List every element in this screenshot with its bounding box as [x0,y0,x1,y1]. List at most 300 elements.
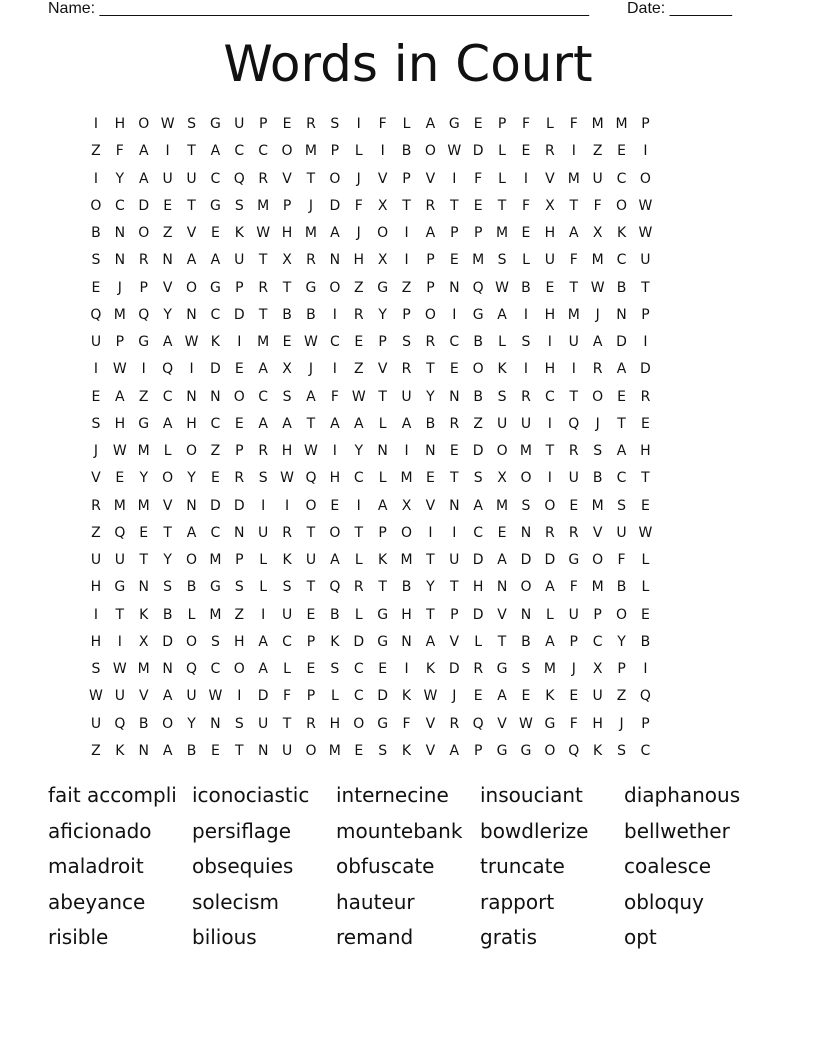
grid-letter: H [90,633,102,650]
grid-letter: Y [163,552,172,568]
grid-letter: L [354,606,363,623]
grid-letter: Q [114,715,126,732]
grid-letter: X [377,252,388,269]
grid-letter: S [330,116,340,132]
grid-letter: T [450,197,459,214]
grid-letter: I [261,497,266,514]
grid-row [84,143,734,170]
grid-letter: T [115,606,125,623]
grid-letter: P [426,252,435,269]
grid-letter: W [519,715,533,732]
grid-letter: F [617,552,626,568]
grid-letter: O [520,579,532,596]
grid-letter: B [162,606,173,623]
grid-letter: W [89,688,103,705]
grid-letter: I [332,443,337,459]
grid-letter: I [332,306,337,323]
grid-letter: O [185,279,198,296]
grid-letter: P [497,116,507,132]
word-bank-item: bilious [192,925,257,950]
grid-letter: R [91,497,101,514]
grid-letter: M [113,497,126,514]
grid-letter: T [569,279,579,296]
grid-letter: M [113,306,126,323]
grid-row [84,470,734,497]
grid-letter: G [209,197,221,214]
grid-letter: E [641,606,650,623]
grid-letter: A [138,143,149,160]
grid-letter: U [592,170,603,187]
grid-letter: I [404,661,409,677]
grid-letter: S [402,334,411,350]
grid-letter: H [640,443,651,459]
grid-letter: S [210,633,220,650]
grid-letter: X [592,661,603,677]
grid-letter: U [258,524,269,541]
grid-letter: P [306,688,316,705]
grid-letter: X [282,252,292,269]
grid-letter: D [520,552,532,568]
grid-letter: T [235,742,244,759]
grid-letter: G [377,606,389,623]
grid-letter: N [425,443,436,459]
grid-letter: Z [353,279,364,296]
grid-letter: F [569,116,578,132]
grid-letter: O [544,497,556,514]
grid-letter: U [90,334,102,350]
grid-letter: B [473,388,483,405]
grid-letter: R [138,252,149,269]
grid-letter: C [473,524,484,541]
grid-letter: S [234,197,244,214]
grid-letter: J [571,661,576,677]
word-bank-item: obloquy [624,889,704,914]
grid-letter: R [234,470,245,487]
grid-letter: F [474,170,483,187]
grid-letter: G [209,579,221,596]
grid-letter: O [616,606,628,623]
grid-letter: I [452,170,457,187]
grid-letter: F [330,388,339,405]
date-field-label: Date: _______ [627,0,732,17]
grid-letter: N [186,388,197,405]
word-bank-item: remand [336,925,414,950]
grid-letter: O [353,715,365,732]
grid-letter: C [282,633,292,650]
grid-letter: I [571,361,576,378]
word-bank-item: coalesce [624,854,712,879]
grid-letter: B [186,742,197,759]
grid-letter: F [354,197,363,214]
grid-letter: B [282,306,292,323]
grid-letter: O [162,715,174,732]
grid-letter: A [186,252,197,269]
grid-letter: H [544,306,556,323]
grid-letter: O [329,279,341,296]
grid-letter: I [428,524,433,541]
grid-letter: C [258,143,269,160]
grid-letter: G [114,579,126,596]
grid-letter: F [593,197,602,214]
grid-letter: T [306,170,316,187]
grid-letter: I [165,143,170,160]
grid-letter: A [616,361,627,378]
grid-letter: E [617,143,626,160]
word-bank-item: obfuscate [336,854,435,879]
grid-letter: V [282,170,292,187]
grid-row [84,198,734,225]
grid-letter: V [138,688,149,705]
word-bank-item: bellwether [624,818,730,843]
grid-letter: P [593,606,602,623]
grid-letter: Y [139,470,148,487]
grid-letter: F [521,116,530,132]
grid-letter: A [330,415,340,432]
grid-letter: E [139,524,149,541]
grid-letter: U [568,606,579,623]
grid-letter: I [261,606,266,623]
grid-letter: U [114,552,125,568]
grid-letter: M [615,116,628,132]
grid-letter: C [329,334,340,350]
grid-letter: M [496,225,509,241]
grid-letter: L [498,143,506,160]
grid-letter: S [234,715,244,732]
grid-letter: E [521,225,531,241]
grid-row [84,443,734,470]
grid-letter: I [285,497,290,514]
grid-letter: L [498,170,506,187]
grid-letter: W [112,443,127,459]
grid-letter: K [545,688,555,705]
grid-letter: A [353,415,364,432]
grid-letter: E [617,388,626,405]
grid-letter: W [304,334,318,350]
grid-letter: F [569,579,578,596]
grid-letter: M [591,497,604,514]
grid-letter: E [449,361,459,378]
grid-letter: U [186,170,197,187]
grid-letter: Q [305,470,317,487]
grid-letter: D [210,497,221,514]
grid-letter: A [592,334,603,350]
grid-row [84,116,734,143]
grid-letter: N [234,524,245,541]
grid-letter: X [401,497,412,514]
grid-letter: T [641,279,650,296]
grid-letter: H [281,443,293,459]
grid-letter: W [495,279,509,296]
grid-letter: Z [401,279,412,296]
grid-row [84,634,734,661]
grid-letter: E [210,470,220,487]
grid-letter: Q [162,361,174,378]
grid-letter: C [616,470,627,487]
word-bank-item: opt [624,925,657,950]
grid-letter: O [544,742,556,759]
grid-letter: Q [90,306,102,323]
grid-letter: T [354,524,364,541]
grid-letter: Y [378,306,387,323]
word-bank-item: persiflage [192,818,292,843]
grid-letter: X [138,633,149,650]
grid-letter: G [544,715,556,732]
grid-letter: B [473,334,483,350]
grid-letter: H [544,225,556,241]
grid-letter: M [137,497,150,514]
grid-letter: I [404,252,409,269]
grid-letter: O [472,361,484,378]
grid-letter: D [472,606,484,623]
grid-letter: F [115,143,124,160]
grid-letter: O [138,116,150,132]
grid-row [84,171,734,198]
grid-letter: M [328,742,341,759]
grid-letter: G [377,715,389,732]
grid-letter: L [545,606,554,623]
grid-letter: G [138,334,150,350]
grid-letter: T [426,606,435,623]
grid-letter: N [162,661,173,677]
grid-letter: I [237,334,242,350]
grid-letter: V [377,361,388,378]
grid-letter: M [209,606,222,623]
grid-letter: U [640,252,651,269]
grid-letter: U [544,252,555,269]
worksheet-header [0,0,816,20]
grid-letter: Q [114,524,126,541]
grid-letter: C [616,252,627,269]
grid-letter: T [378,388,387,405]
grid-letter: U [496,415,508,432]
grid-letter: I [356,116,361,132]
word-bank-item: truncate [480,854,565,879]
grid-letter: U [616,524,627,541]
grid-letter: P [641,306,650,323]
grid-letter: C [258,388,269,405]
word-bank-item: gratis [480,925,537,950]
grid-letter: B [640,633,651,650]
grid-letter: V [377,170,388,187]
grid-letter: R [545,143,555,160]
grid-letter: A [162,742,173,759]
word-bank-item: risible [48,925,109,950]
word-bank-item: iconociastic [192,783,310,807]
grid-letter: B [91,225,101,241]
grid-letter: C [210,306,221,323]
grid-letter: X [497,470,507,487]
grid-letter: A [545,633,555,650]
grid-letter: I [547,334,552,350]
grid-letter: R [473,661,484,677]
grid-letter: U [401,388,412,405]
grid-letter: C [210,524,221,541]
grid-letter: R [282,524,292,541]
grid-row [84,225,734,252]
grid-letter: G [209,116,221,132]
grid-letter: L [641,552,650,568]
grid-letter: S [521,661,531,677]
grid-letter: O [90,197,102,214]
grid-letter: Z [616,688,627,705]
grid-letter: B [616,279,627,296]
grid-letter: T [306,524,316,541]
grid-letter: D [472,143,484,160]
grid-letter: O [281,143,293,160]
grid-letter: P [641,715,650,732]
grid-letter: K [616,225,627,241]
grid-letter: A [258,415,268,432]
grid-letter: A [258,661,268,677]
grid-letter: R [353,579,364,596]
grid-letter: N [449,388,460,405]
grid-letter: T [545,443,555,459]
grid-letter: I [237,688,242,705]
grid-letter: B [186,579,197,596]
grid-letter: A [616,443,627,459]
word-bank-item: rapport [480,889,555,914]
grid-letter: M [137,443,150,459]
letter-grid [84,116,734,770]
grid-letter: B [401,579,412,596]
grid-letter: A [401,415,412,432]
grid-letter: W [256,225,271,241]
grid-letter: T [569,388,579,405]
grid-letter: U [234,252,245,269]
grid-letter: L [402,116,411,132]
grid-letter: S [378,742,388,759]
grid-letter: O [424,306,436,323]
grid-letter: M [257,334,270,350]
grid-letter: P [139,279,148,296]
grid-letter: Z [592,143,603,160]
grid-letter: Q [568,742,580,759]
grid-letter: N [186,306,197,323]
grid-letter: L [498,334,506,350]
grid-letter: I [93,170,99,187]
grid-letter: U [281,606,293,623]
grid-letter: D [353,633,365,650]
grid-letter: E [641,497,650,514]
grid-letter: E [449,443,459,459]
grid-letter: P [235,443,244,459]
grid-letter: M [257,197,270,214]
grid-letter: A [473,497,483,514]
grid-letter: L [259,552,268,568]
grid-letter: B [306,306,316,323]
grid-letter: U [114,688,125,705]
grid-letter: L [330,688,339,705]
grid-letter: A [162,688,173,705]
grid-letter: S [497,252,507,269]
grid-letter: T [282,279,292,296]
grid-letter: I [356,497,361,514]
grid-letter: R [425,197,436,214]
grid-letter: M [304,143,317,160]
grid-letter: J [619,715,624,732]
grid-letter: I [452,524,457,541]
grid-letter: E [354,742,364,759]
grid-letter: S [617,497,626,514]
grid-letter: F [569,715,578,732]
grid-letter: G [520,742,532,759]
grid-letter: J [356,170,361,187]
grid-letter: K [139,606,149,623]
grid-letter: K [497,361,507,378]
grid-letter: H [329,715,341,732]
grid-letter: T [426,552,435,568]
grid-letter: Z [91,524,101,541]
grid-letter: I [523,306,529,323]
grid-letter: T [497,197,507,214]
grid-letter: R [306,715,316,732]
grid-letter: S [282,388,292,405]
grid-letter: V [497,715,507,732]
grid-letter: A [186,524,197,541]
grid-row [84,525,734,552]
word-bank-item: hauteur [336,889,415,914]
grid-letter: P [473,225,483,241]
grid-letter: H [114,116,126,132]
grid-letter: S [521,497,531,514]
grid-letter: R [401,361,412,378]
grid-letter: Q [639,688,651,705]
grid-letter: P [473,742,483,759]
grid-letter: L [522,252,530,269]
grid-letter: N [449,279,460,296]
grid-letter: T [641,470,650,487]
grid-letter: C [114,197,125,214]
grid-letter: T [306,415,316,432]
grid-letter: J [308,361,314,378]
grid-letter: R [258,170,269,187]
grid-letter: R [568,524,579,541]
grid-letter: K [330,633,340,650]
grid-row [84,743,734,770]
grid-letter: U [162,170,173,187]
grid-letter: M [137,661,150,677]
grid-letter: S [163,579,173,596]
grid-row [84,361,734,388]
grid-letter: Y [187,470,196,487]
grid-letter: E [425,470,435,487]
grid-letter: F [521,197,530,214]
grid-letter: O [185,552,198,568]
grid-letter: N [329,252,341,269]
grid-letter: P [282,197,292,214]
grid-letter: F [402,715,411,732]
grid-letter: E [210,742,220,759]
grid-letter: G [568,552,580,568]
grid-letter: P [617,661,626,677]
grid-letter: P [378,334,387,350]
grid-letter: W [112,661,127,677]
word-bank-item: aficionado [48,818,152,843]
grid-letter: A [162,415,173,432]
grid-letter: I [404,225,409,241]
grid-letter: C [234,143,245,160]
grid-letter: Z [210,443,221,459]
grid-letter: N [210,715,221,732]
grid-letter: N [162,252,173,269]
grid-letter: D [448,661,460,677]
grid-letter: E [354,334,364,350]
grid-letter: G [138,415,150,432]
grid-letter: D [162,633,173,650]
word-bank-item: fait accompli [48,783,177,807]
grid-letter: O [424,143,436,160]
grid-letter: P [306,633,316,650]
